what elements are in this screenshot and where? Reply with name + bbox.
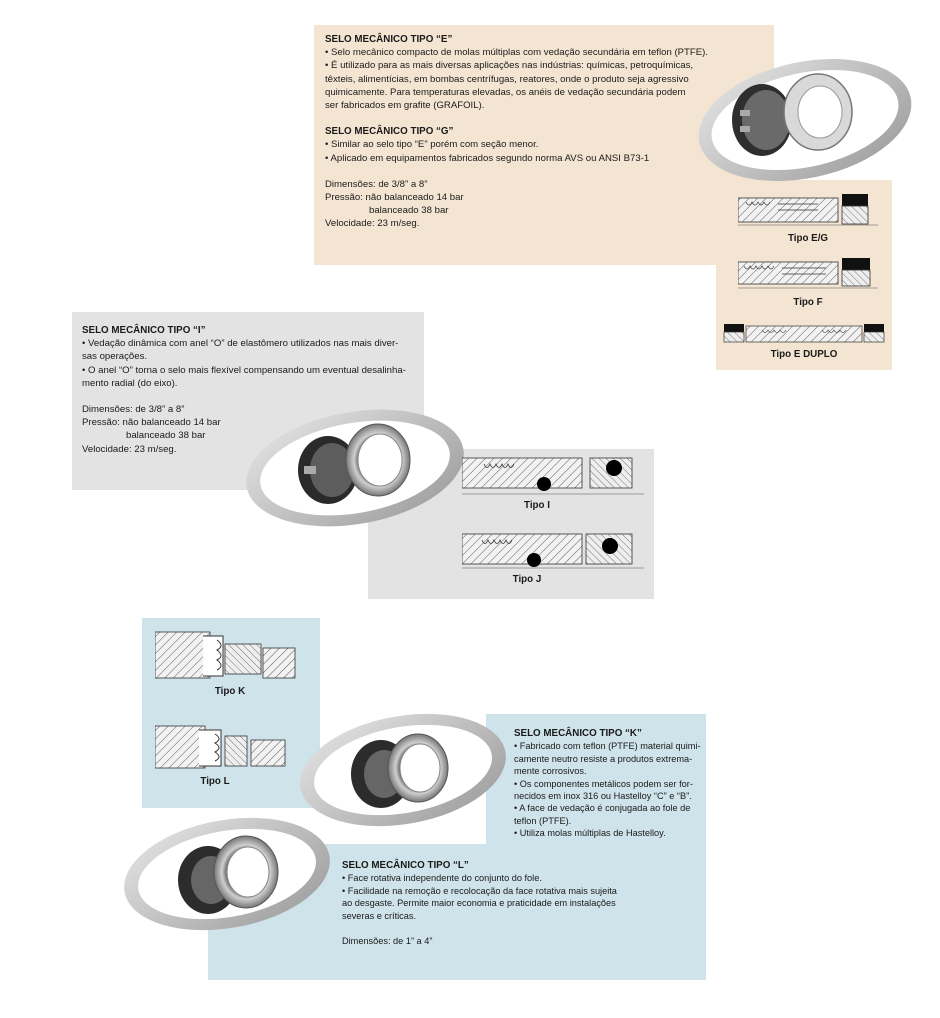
type-j-diagram bbox=[462, 530, 644, 572]
type-l-line: severas e críticas. bbox=[342, 910, 417, 921]
type-i-dimensions: Dimensões: de 3/8” a 8” bbox=[82, 404, 185, 416]
type-l-seal-photo bbox=[120, 810, 335, 938]
caption-tipo-j: Tipo J bbox=[512, 574, 542, 585]
type-i-title: SELO MECÂNICO TIPO “I” bbox=[82, 325, 206, 336]
type-k-line: • Fabricado com teflon (PTFE) material quimi- bbox=[514, 741, 701, 752]
type-e-title: SELO MECÂNICO TIPO “E” bbox=[325, 34, 453, 45]
type-e-line: têxteis, alimentícias, em bombas centrífugas, reatores, onde o produto seja agressivo bbox=[325, 73, 689, 85]
caption-tipo-e-duplo: Tipo E DUPLO bbox=[770, 349, 838, 360]
type-l-text bbox=[342, 860, 692, 947]
type-e-text bbox=[325, 33, 715, 231]
type-i-line: • O anel “O” torna o selo mais flexível compensando um eventual desalinha- bbox=[82, 364, 406, 376]
type-k-line: mente corrosivos. bbox=[514, 766, 587, 777]
type-i-line: mento radial (do eixo). bbox=[82, 377, 178, 389]
caption-tipo-k: Tipo K bbox=[214, 686, 246, 697]
type-i-pressure-balanced: balanceado 38 bar bbox=[126, 430, 206, 442]
type-e-line: ser fabricados em grafite (GRAFOIL). bbox=[325, 100, 485, 112]
type-e-line: quimicamente. Para temperaturas elevadas, os anéis de vedação secundária podem bbox=[325, 86, 686, 98]
type-k-line: camente neutro resiste a produtos extrema- bbox=[514, 753, 693, 764]
type-l-line: • Facilidade na remoção e recolocação da face rotativa mais sujeita bbox=[342, 885, 617, 896]
type-f-diagram bbox=[738, 254, 878, 294]
type-e-line: • É utilizado para as mais diversas aplicações nas indústrias: químicas, petroquímicas, bbox=[325, 60, 694, 72]
type-k-line: • A face de vedação é conjugada ao fole de bbox=[514, 803, 691, 814]
type-g-line: • Aplicado em equipamentos fabricados segundo norma AVS ou ANSI B73-1 bbox=[325, 152, 650, 164]
caption-tipo-eg: Tipo E/G bbox=[787, 233, 829, 244]
type-l-line: • Face rotativa independente do conjunto do fole. bbox=[342, 873, 542, 884]
caption-tipo-f: Tipo F bbox=[793, 297, 823, 308]
type-l-title: SELO MECÂNICO TIPO “L” bbox=[342, 860, 469, 871]
type-l-line: ao desgaste. Permite maior economia e praticidade em instalações bbox=[342, 898, 616, 909]
type-l-dimensions: Dimensões: de 1” a 4” bbox=[342, 936, 433, 947]
type-k-text bbox=[514, 728, 704, 840]
type-i-velocity: Velocidade: 23 m/seg. bbox=[82, 443, 177, 455]
type-g-title: SELO MECÂNICO TIPO “G” bbox=[325, 126, 454, 138]
type-e-duplo-diagram bbox=[722, 320, 886, 346]
type-k-line: • Os componentes metálicos podem ser for- bbox=[514, 778, 693, 789]
type-e-velocity: Velocidade: 23 m/seg. bbox=[325, 218, 420, 230]
type-k-title: SELO MECÂNICO TIPO “K” bbox=[514, 728, 642, 739]
type-i-line: sas operações. bbox=[82, 351, 148, 363]
caption-tipo-l: Tipo L bbox=[200, 776, 230, 787]
type-e-seal-photo bbox=[690, 48, 920, 188]
type-l-diagram bbox=[155, 722, 300, 772]
type-k-diagram bbox=[155, 628, 300, 682]
type-i-pressure: Pressão: não balanceado 14 bar bbox=[82, 417, 221, 429]
caption-tipo-i: Tipo I bbox=[524, 500, 550, 511]
type-e-pressure: Pressão: não balanceado 14 bar bbox=[325, 192, 464, 204]
type-i-line: • Vedação dinâmica com anel “O” de elastômero utilizados nas mais diver- bbox=[82, 338, 399, 350]
type-e-line: • Selo mecânico compacto de molas múltiplas com vedação secundária em teflon (PTFE). bbox=[325, 47, 709, 59]
type-e-dimensions: Dimensões: de 3/8” a 8” bbox=[325, 178, 428, 190]
type-eg-diagram bbox=[738, 192, 878, 230]
type-i-seal-photo bbox=[240, 400, 470, 535]
type-k-line: necidos em inox 316 ou Hastelloy “C” e “B”. bbox=[514, 791, 692, 802]
type-k-line: • Utiliza molas múltiplas de Hastelloy. bbox=[514, 828, 666, 839]
type-i-diagram bbox=[462, 456, 644, 498]
type-g-line: • Similar ao selo tipo “E” porém com seção menor. bbox=[325, 139, 539, 151]
type-e-pressure-balanced: balanceado 38 bar bbox=[369, 205, 449, 217]
type-k-line: teflon (PTFE). bbox=[514, 815, 572, 826]
